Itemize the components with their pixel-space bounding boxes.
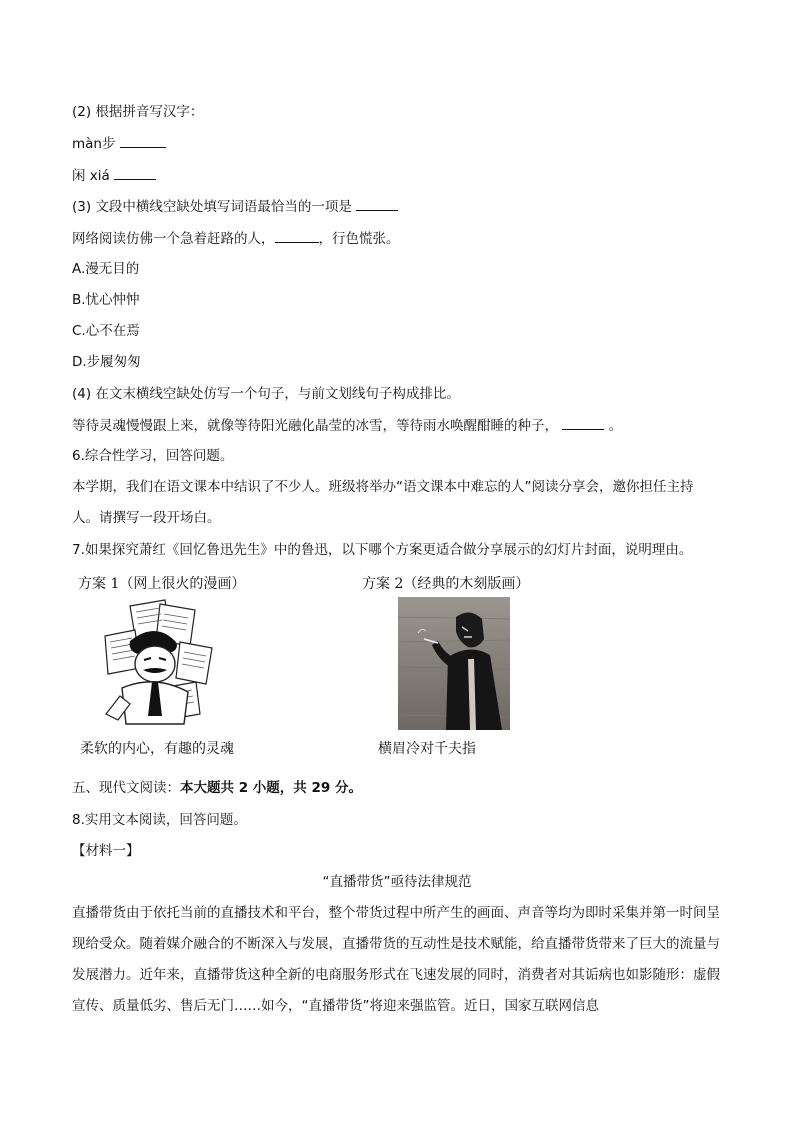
option-a: A.漫无目的 — [72, 261, 140, 277]
plan2-woodcut-image — [398, 597, 510, 730]
section5-bold-text: 本大题共 2 小题，共 29 分。 — [180, 780, 362, 796]
answer-blank[interactable] — [562, 415, 604, 430]
article-title: “直播带货”亟待法律规范 — [322, 874, 472, 890]
plan1-caption: 柔软的内心，有趣的灵魂 — [80, 741, 234, 757]
section5-prefix: 五、现代文阅读： — [72, 780, 180, 796]
q8-title: 8.实用文本阅读，回答问题。 — [72, 812, 247, 828]
plan2-title: 方案 2（经典的木刻版画） — [362, 576, 530, 592]
plan1-title: 方案 1（网上很火的漫画） — [78, 576, 246, 592]
q5-4-sentence-end: 。 — [608, 418, 623, 434]
answer-blank[interactable] — [120, 133, 166, 148]
q5-3-label-text: (3) 文段中横线空缺处填写词语最恰当的一项是 — [72, 199, 352, 215]
option-c: C.心不在焉 — [72, 323, 140, 339]
answer-blank[interactable] — [114, 165, 156, 180]
q5-3-sentence — [72, 228, 400, 249]
article-body: 直播带货由于依托当前的直播技术和平台，整个带货过程中所产生的画面、声音等均为即时采集并第一时间呈现给受众。随着媒介融合的不断深入与发展，直播带货的互动性是技术赋能，给直播带货带来了巨大的流量与发展潜力。近年来，直播带货这种全新的电商服务形式在飞速发展的同时，消费者对其诟病也如影随形：虚假宣传、质量低劣、售后无门……如今，“直播带货”将迎来强监管。近日，国家互联网信息 — [72, 905, 720, 1014]
q5-4-sentence — [72, 415, 622, 436]
plan1-cartoon-image — [100, 596, 220, 728]
option-b: B.忧心忡忡 — [72, 292, 140, 308]
q5-3-sentence-after: ，行色慌张。 — [318, 231, 400, 247]
q5-3-sentence-before: 网络阅读仿佛一个急着赶路的人， — [72, 231, 275, 247]
q5-2-item1-text: màn步 — [72, 136, 116, 152]
q7-title: 7.如果探究萧红《回忆鲁迅先生》中的鲁迅，以下哪个方案更适合做分享展示的幻灯片封面，说明理由。 — [72, 542, 693, 558]
q6-title: 6.综合性学习，回答问题。 — [72, 448, 234, 464]
q5-2-item1 — [72, 133, 166, 154]
q5-2-item2 — [72, 165, 156, 186]
material-label: 【材料一】 — [72, 843, 140, 859]
plan2-caption: 横眉冷对千夫指 — [378, 741, 476, 757]
q5-2-label: (2) 根据拼音写汉字： — [72, 104, 204, 120]
answer-blank[interactable] — [275, 228, 319, 243]
q5-2-item2-text: 闲 xiá — [72, 168, 110, 184]
q5-4-label: (4) 在文末横线空缺处仿写一个句子，与前文划线句子构成排比。 — [72, 386, 460, 402]
section5-heading — [72, 778, 362, 798]
q5-3-label — [72, 196, 398, 217]
q5-4-sentence-text: 等待灵魂慢慢跟上来，就像等待阳光融化晶莹的冰雪，等待雨水唤醒酣睡的种子， — [72, 418, 558, 434]
q6-body: 本学期，我们在语文课本中结识了不少人。班级将举办“语文课本中难忘的人”阅读分享会，邀你担任主持人。请撰写一段开场白。 — [72, 479, 694, 526]
answer-blank[interactable] — [356, 196, 398, 211]
option-d: D.步履匆匆 — [72, 354, 141, 370]
